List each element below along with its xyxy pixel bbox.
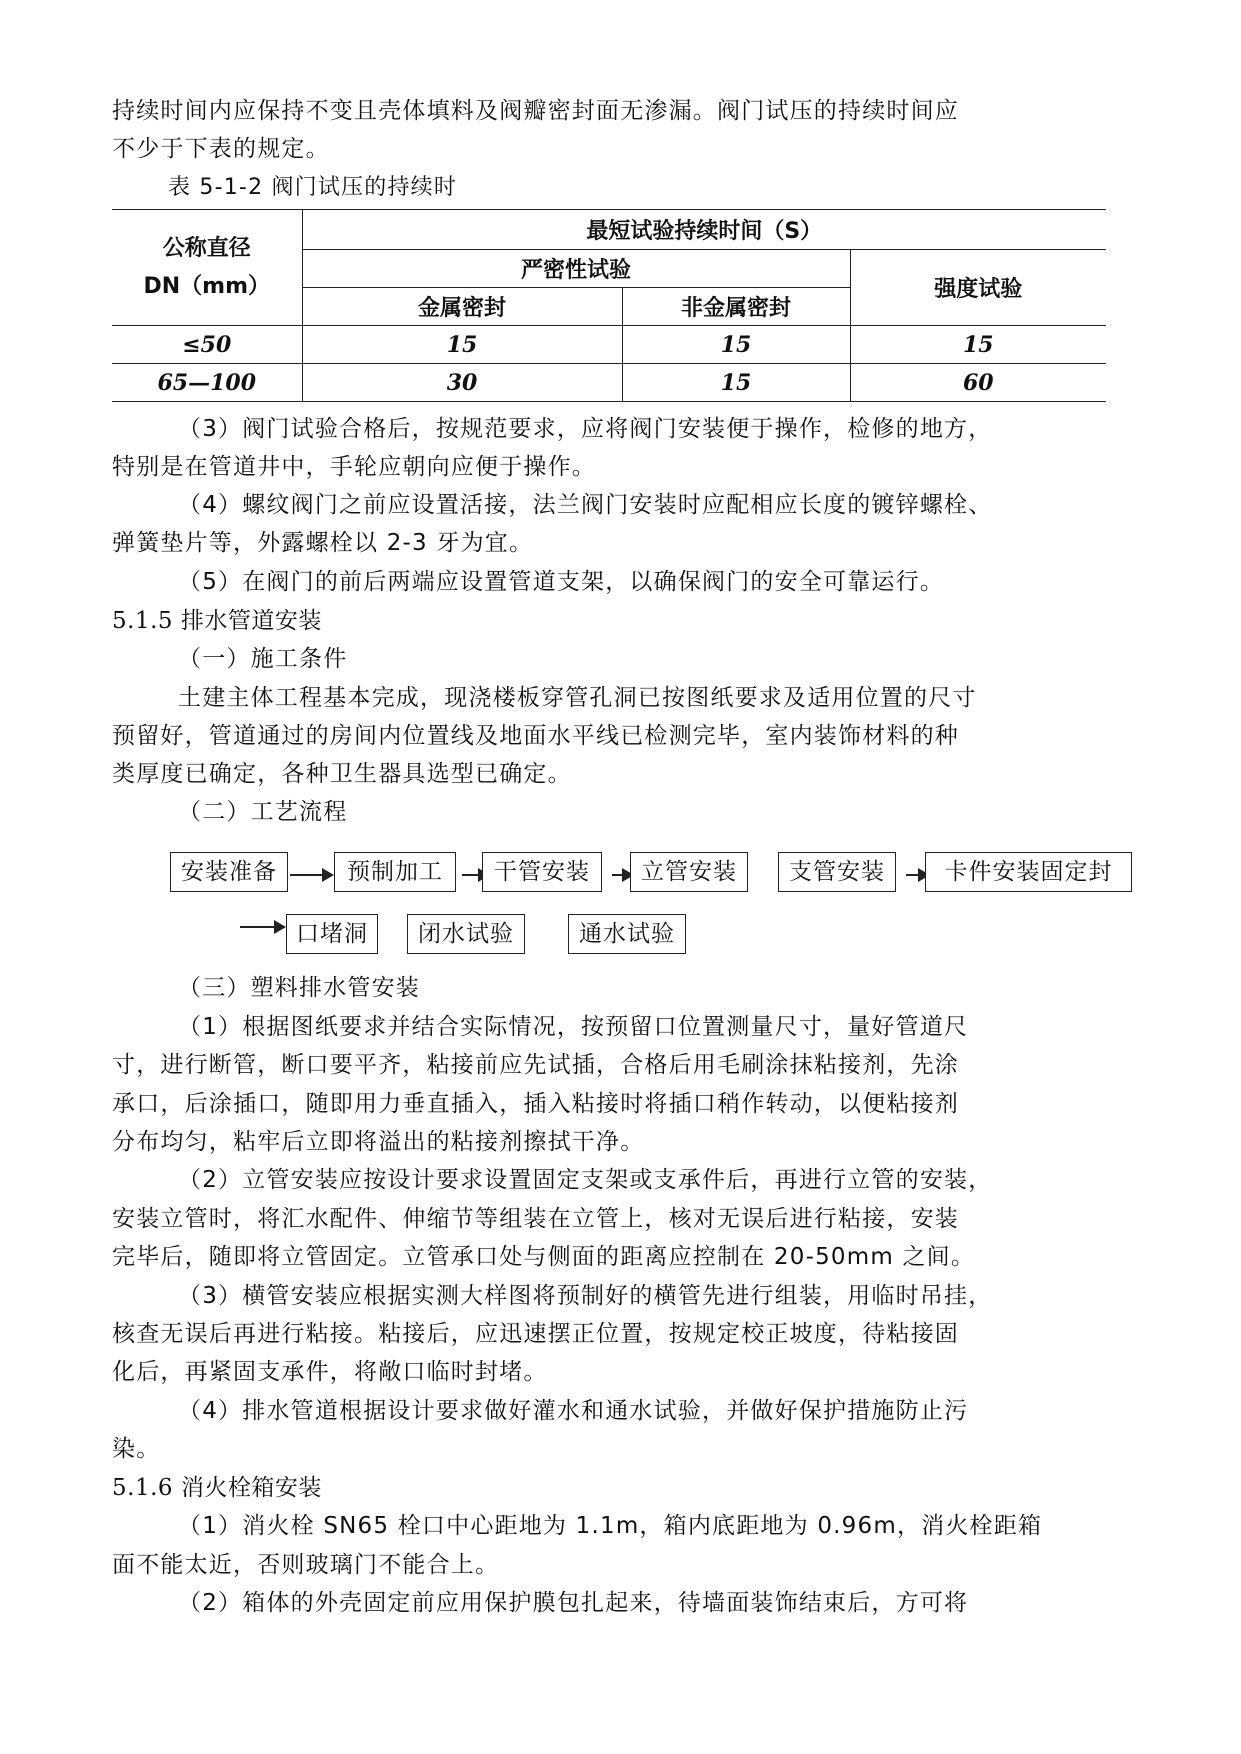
subheading-process-flow: （二）工艺流程: [178, 799, 348, 825]
flow-step-main-pipe: 干管安装: [482, 852, 602, 892]
paragraph-line: 寸，进行断管，断口要平齐，粘接前应先试插，合格后用毛刷涂抹粘接剂，先涂: [112, 1052, 959, 1078]
paragraph-line: （1）消火栓 SN65 栓口中心距地为 1.1m，箱内底距地为 0.96m，消火栓距箱: [178, 1513, 1043, 1539]
paragraph-line: （2）箱体的外壳固定前应用保护膜包扎起来，待墙面装饰结束后，方可将: [178, 1590, 969, 1616]
paragraph-line: 化后，再紧固支承件，将敞口临时封堵。: [112, 1359, 548, 1385]
valve-test-duration-table: [112, 209, 1106, 402]
flow-step-water-flow-test: 通水试验: [568, 914, 686, 954]
flow-step-branch: 支管安装: [778, 852, 896, 892]
paragraph-line: （1）根据图纸要求并结合实际情况，按预留口位置测量尺寸，量好管道尺: [178, 1014, 969, 1040]
cell-dn: 65—100: [112, 364, 302, 402]
table-caption: 表 5-1-2 阀门试压的持续时: [168, 175, 458, 200]
flow-arrow: [240, 926, 284, 928]
subheading-construction-conditions: （一）施工条件: [178, 646, 348, 672]
header-nonmetal-seal: 非金属密封: [622, 288, 850, 326]
cell-metal: 15: [302, 326, 622, 364]
flow-step-prefab: 预制加工: [334, 852, 456, 892]
cell-nonmetal: 15: [622, 326, 850, 364]
paragraph-line: （3）阀门试验合格后，按规范要求，应将阀门安装便于操作，检修的地方，: [178, 416, 993, 442]
table-row: [112, 364, 1106, 402]
flow-step-clamp-fix: 卡件安装固定封: [925, 852, 1132, 892]
cell-strength: 15: [850, 326, 1106, 364]
paragraph-line: 土建主体工程基本完成，现浇楼板穿管孔洞已按图纸要求及适用位置的尺寸: [178, 685, 977, 711]
flow-step-plug-hole: 口堵洞: [286, 914, 378, 954]
paragraph-line: 染。: [112, 1436, 161, 1462]
paragraph-line: （3）横管安装应根据实测大样图将预制好的横管先进行组装，用临时吊挂，: [178, 1283, 993, 1309]
flow-step-riser: 立管安装: [630, 852, 748, 892]
header-metal-seal: 金属密封: [302, 288, 622, 326]
paragraph-line: （4）螺纹阀门之前应设置活接，法兰阀门安装时应配相应长度的镀锌螺栓、: [178, 492, 993, 518]
paragraph-line: 安装立管时，将汇水配件、伸缩节等组装在立管上，核对无误后进行粘接，安装: [112, 1206, 959, 1232]
paragraph-line: 面不能太近，否则玻璃门不能合上。: [112, 1552, 500, 1578]
cell-dn: ≤50: [112, 326, 302, 364]
section-heading-5-1-5: 5.1.5 排水管道安装: [112, 608, 322, 634]
paragraph-line: 特别是在管道井中，手轮应朝向应便于操作。: [112, 454, 596, 480]
paragraph-line: 承口，后涂插口，随即用力垂直插入，插入粘接时将插口稍作转动，以便粘接剂: [112, 1091, 959, 1117]
header-nominal-diameter: [112, 210, 302, 326]
paragraph-line: （4）排水管道根据设计要求做好灌水和通水试验，并做好保护措施防止污: [178, 1398, 969, 1424]
header-min-test-time: 最短试验持续时间（S）: [302, 210, 1106, 250]
table-row: [112, 326, 1106, 364]
flow-arrow: [290, 874, 332, 876]
header-nominal-label: 公称直径: [162, 235, 251, 261]
paragraph-line: 预留好，管道通过的房间内位置线及地面水平线已检测完毕，室内装饰材料的种: [112, 723, 959, 749]
paragraph-line: 不少于下表的规定。: [112, 136, 330, 162]
flow-step-prepare: 安装准备: [170, 852, 288, 892]
subheading-plastic-drain: （三）塑料排水管安装: [178, 975, 420, 1001]
flow-step-closed-water-test: 闭水试验: [407, 914, 525, 954]
paragraph-line: 类厚度已确定，各种卫生器具选型已确定。: [112, 761, 572, 787]
paragraph-line: 核查无误后再进行粘接。粘接后，应迅速摆正位置，按规定校正坡度，待粘接固: [112, 1321, 959, 1347]
paragraph-line: （5）在阀门的前后两端应设置管道支架，以确保阀门的安全可靠运行。: [178, 569, 945, 595]
paragraph-line: 分布均匀，粘牢后立即将溢出的粘接剂擦拭干净。: [112, 1129, 645, 1155]
paragraph-line: 完毕后，随即将立管固定。立管承口处与侧面的距离应控制在 20-50mm 之间。: [112, 1244, 976, 1270]
section-heading-5-1-6: 5.1.6 消火栓箱安装: [112, 1475, 322, 1501]
cell-strength: 60: [850, 364, 1106, 402]
header-tightness-test: 严密性试验: [302, 250, 850, 288]
header-nominal-unit: DN（mm）: [143, 273, 271, 299]
paragraph-line: 持续时间内应保持不变且壳体填料及阀瓣密封面无渗漏。阀门试压的持续时间应: [112, 98, 959, 124]
cell-metal: 30: [302, 364, 622, 402]
cell-nonmetal: 15: [622, 364, 850, 402]
flow-arrow: [612, 874, 632, 876]
paragraph-line: 弹簧垫片等，外露螺栓以 2-3 牙为宜。: [112, 530, 534, 556]
header-strength-test: 强度试验: [850, 250, 1106, 326]
paragraph-line: （2）立管安装应按设计要求设置固定支架或支承件后，再进行立管的安装，: [178, 1167, 993, 1193]
